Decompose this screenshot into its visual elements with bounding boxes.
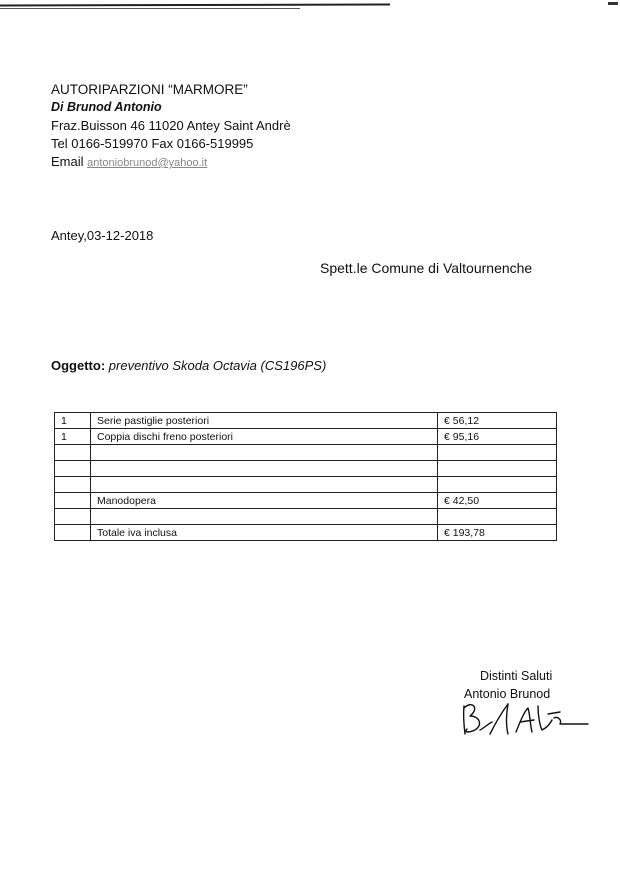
- qty-cell: 1: [55, 413, 91, 429]
- company-name: AUTORIPARZIONI “MARMORE”: [51, 82, 248, 97]
- company-phone: Tel 0166-519970 Fax 0166-519995: [51, 136, 254, 151]
- description-cell: [91, 461, 438, 477]
- description-cell: Manodopera: [91, 493, 438, 509]
- scan-corner-mark: [608, 2, 618, 5]
- closing-greeting: Distinti Saluti: [480, 669, 553, 683]
- handwritten-signature: [458, 694, 590, 744]
- price-cell: [438, 461, 557, 477]
- qty-cell: [55, 525, 91, 541]
- price-cell: € 95,16: [438, 429, 557, 445]
- description-cell: Coppia dischi freno posteriori: [91, 429, 438, 445]
- price-cell: € 42,50: [438, 493, 557, 509]
- description-cell: [91, 509, 438, 525]
- scan-edge-line: [0, 3, 390, 6]
- subject-line: [51, 358, 326, 373]
- company-email: [51, 153, 207, 172]
- table-row: [55, 413, 557, 429]
- scan-edge-line-secondary: [0, 8, 300, 9]
- quote-table: [54, 412, 557, 541]
- table-row: [55, 461, 557, 477]
- table-row: [55, 445, 557, 461]
- description-cell: [91, 445, 438, 461]
- price-cell: [438, 445, 557, 461]
- price-cell: € 193,78: [438, 525, 557, 541]
- email-address-link[interactable]: antoniobrunod@yahoo.it: [87, 157, 208, 169]
- description-cell: [91, 477, 438, 493]
- price-cell: [438, 509, 557, 525]
- table-row: [55, 509, 557, 525]
- qty-cell: [55, 461, 91, 477]
- owner-name: Di Brunod Antonio: [51, 100, 162, 114]
- subject-label: Oggetto:: [51, 358, 106, 373]
- recipient: Spett.le Comune di Valtournenche: [320, 260, 533, 276]
- description-cell: Serie pastiglie posteriori: [91, 413, 438, 429]
- email-label: Email: [51, 154, 84, 169]
- table-row: [55, 477, 557, 493]
- qty-cell: [55, 445, 91, 461]
- letter-date: Antey,03-12-2018: [51, 228, 154, 243]
- price-cell: € 56,12: [438, 413, 557, 429]
- signatory-name: Antonio Brunod: [464, 687, 551, 701]
- price-cell: [438, 477, 557, 493]
- qty-cell: [55, 493, 91, 509]
- company-address: Fraz.Buisson 46 11020 Antey Saint Andrè: [51, 118, 291, 133]
- table-row: [55, 429, 557, 445]
- table-row: [55, 525, 557, 541]
- qty-cell: [55, 509, 91, 525]
- description-cell: Totale iva inclusa: [91, 525, 438, 541]
- qty-cell: 1: [55, 429, 91, 445]
- qty-cell: [55, 477, 91, 493]
- table-row: [55, 493, 557, 509]
- subject-text: preventivo Skoda Octavia (CS196PS): [108, 358, 327, 373]
